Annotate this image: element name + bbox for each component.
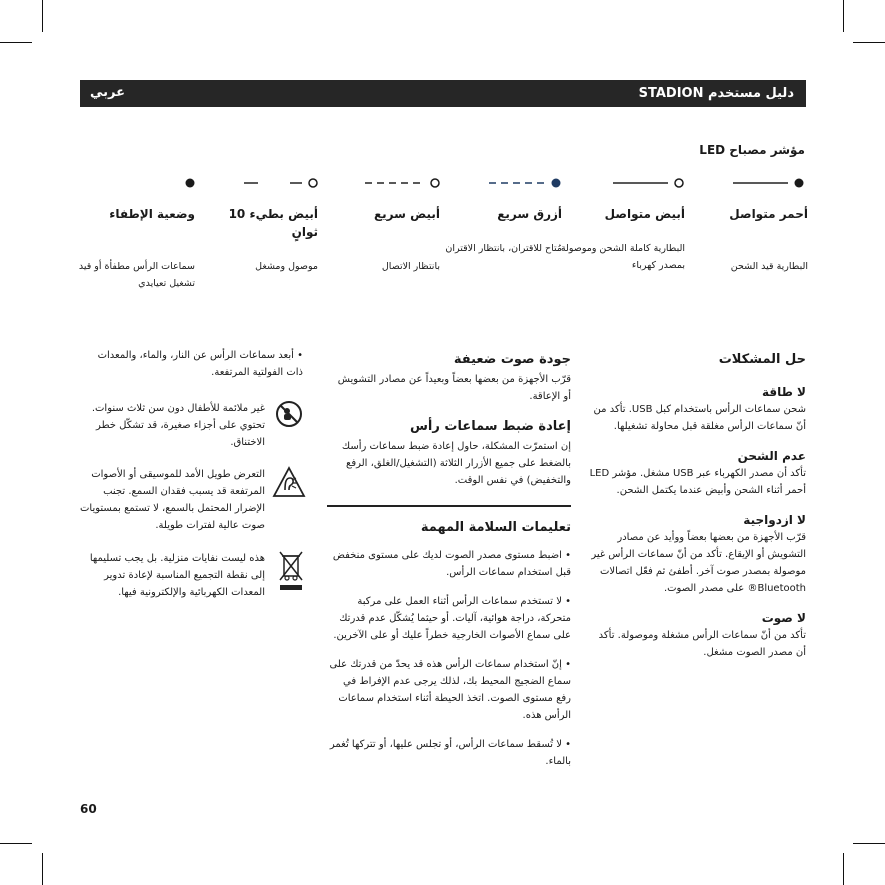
indicator-name: أبيض بطيء 10 ثوانٍ bbox=[228, 207, 318, 239]
led-section-title: مؤشر مصباح LED bbox=[699, 143, 805, 157]
no-power-text: شحن سماعات الرأس باستخدام كبل USB. تأكد من أنّ سماعات الرأس مغلقة قبل محاولة تشغيلها. bbox=[593, 404, 806, 432]
weee-disposal-icon bbox=[278, 550, 304, 592]
warning-small-parts: غير ملائمة للأطفال دون سن ثلاث سنوات. تحتوي على أجزاء صغيرة، قد تشكّل خطر الاختناق. bbox=[91, 403, 265, 448]
safety-item: • لا تُسقط سماعات الرأس، أو تجلس عليها، أو تتركها تُغمر بالماء. bbox=[329, 739, 571, 767]
troubleshooting-section bbox=[586, 352, 806, 661]
language-label: عربي bbox=[90, 85, 126, 100]
safety-item: • لا تستخدم سماعات الرأس أثناء العمل على مركبة متحركة، دراجة هوائية، آليات. أو حيثما يُشكّل عدم قدرتك على سماع الأصوات الخارجية خطراً عليك أو على الآخرين. bbox=[333, 596, 571, 641]
sound-quality-title: جودة صوت ضعيفة bbox=[453, 352, 571, 367]
indicator-description: موصول ومشغل bbox=[255, 261, 318, 272]
manual-title: دليل مستخدم STADION bbox=[638, 86, 794, 101]
no-sound-text: تأكد من أنّ سماعات الرأس مشغلة وموصولة. تأكد أن مصدر الصوت مشغل. bbox=[598, 630, 806, 658]
indicator-description: البطارية قيد الشحن bbox=[730, 261, 808, 272]
sound-quality-section bbox=[327, 352, 571, 489]
indicator-description: مُتاح للاقتران، بانتظار الاقتران bbox=[445, 243, 562, 254]
indicator-description: البطارية كاملة الشحن وموصولة بمصدر كهرباء bbox=[560, 243, 685, 271]
solid-red-symbol bbox=[730, 178, 810, 188]
no-power-heading: لا طاقة bbox=[761, 385, 806, 399]
crop-mark bbox=[843, 0, 844, 32]
no-sound-heading: لا صوت bbox=[761, 611, 806, 625]
reset-text: إن استمرّت المشكلة، حاول إعادة ضبط سماعات رأسك بالضغط على جميع الأزرار الثلاثة (التشغيل/الغلق، الرفع والتخفيض) في نفس الوقت. bbox=[341, 441, 571, 486]
indicator-name: أزرق سريع bbox=[497, 207, 562, 221]
indicator-name: أبيض سريع bbox=[373, 207, 440, 221]
crop-mark bbox=[0, 843, 32, 844]
warning-hearing-loss: التعرض طويل الأمد للموسيقى أو الأصوات المرتفعة قد يسبب فقدان السمع. تجنب الإضرار المحتمل بالسمع، لا تستمع بمستويات صوت عالية لفترات طويلة. bbox=[80, 469, 265, 531]
slow-white-symbol bbox=[238, 178, 318, 188]
crop-mark bbox=[853, 843, 885, 844]
safety-item: • إنّ استخدام سماعات الرأس هذه قد يحدّ من قدرتك على سماع الضجيج المحيط بك، لذلك يرجى عدم الإفراط في رفع مستوى الصوت. اتخذ الحيطة أثناء استخدام سماعات الرأس هذه. bbox=[329, 659, 571, 721]
no-pairing-text: قرّب الأجهزة من بعضها بعضاً ووأيد عن مصادر التشويش أو الإيقاع. تأكد من أنّ سماعات الرأس غير موصولة بمصدر صوت آخر. أطفئ ثم فعّل اتصالات Bluetooth® على مصدر الصوت. bbox=[591, 532, 806, 594]
indicator-description: بانتظار الاتصال bbox=[381, 261, 440, 272]
safety-item: • اضبط مستوى مصدر الصوت لديك على مستوى منخفض قبل استخدام سماعات الرأس. bbox=[332, 550, 571, 578]
indicator-name: أحمر متواصل bbox=[729, 207, 808, 221]
indicator-name: وضعية الإطفاء bbox=[109, 207, 195, 221]
crop-mark bbox=[843, 853, 844, 885]
hearing-warning-icon bbox=[272, 466, 306, 498]
crop-mark bbox=[853, 42, 885, 43]
troubleshooting-title: حل المشكلات bbox=[718, 352, 806, 367]
page-number: 60 bbox=[80, 802, 97, 816]
header-bar bbox=[80, 80, 806, 107]
no-charge-heading: عدم الشحن bbox=[737, 449, 806, 463]
solid-white-symbol bbox=[610, 178, 690, 188]
safety-section bbox=[327, 520, 571, 770]
warning-fire-water: • أبعد سماعات الرأس عن النار، والماء، والمعدات ذات الفولتية المرتفعة. bbox=[97, 350, 303, 378]
off-symbol bbox=[180, 178, 200, 188]
crop-mark bbox=[0, 42, 32, 43]
safety-title: تعليمات السلامة المهمة bbox=[420, 520, 571, 535]
sound-quality-text: قرّب الأجهزة من بعضها بعضاً وبعيداً عن مصادر التشويش أو الإعاقة. bbox=[337, 374, 571, 402]
warning-disposal: هذه ليست نفايات منزلية. بل يجب تسليمها إلى نقطة التجميع المناسبة لإعادة تدوير المعدات الكهربائية والإلكترونية فيها. bbox=[89, 553, 265, 598]
reset-title: إعادة ضبط سماعات رأس bbox=[409, 419, 571, 434]
section-divider bbox=[327, 505, 571, 507]
indicator-description: سماعات الرأس مطفأة أو قيد تشغيل تعيايدي bbox=[78, 261, 195, 289]
crop-mark bbox=[42, 0, 43, 32]
no-pairing-heading: لا ازدواجية bbox=[743, 513, 806, 527]
crop-mark bbox=[42, 853, 43, 885]
indicator-name: أبيض متواصل bbox=[604, 207, 685, 221]
fast-blue-symbol bbox=[486, 178, 566, 188]
fast-white-symbol bbox=[362, 178, 442, 188]
no-small-children-icon bbox=[275, 400, 303, 428]
no-charge-text: تأكد أن مصدر الكهرباء عبر USB مشغل. مؤشر LED أحمر أثناء الشحن وأبيض عندما يكتمل الشحن. bbox=[589, 468, 806, 496]
